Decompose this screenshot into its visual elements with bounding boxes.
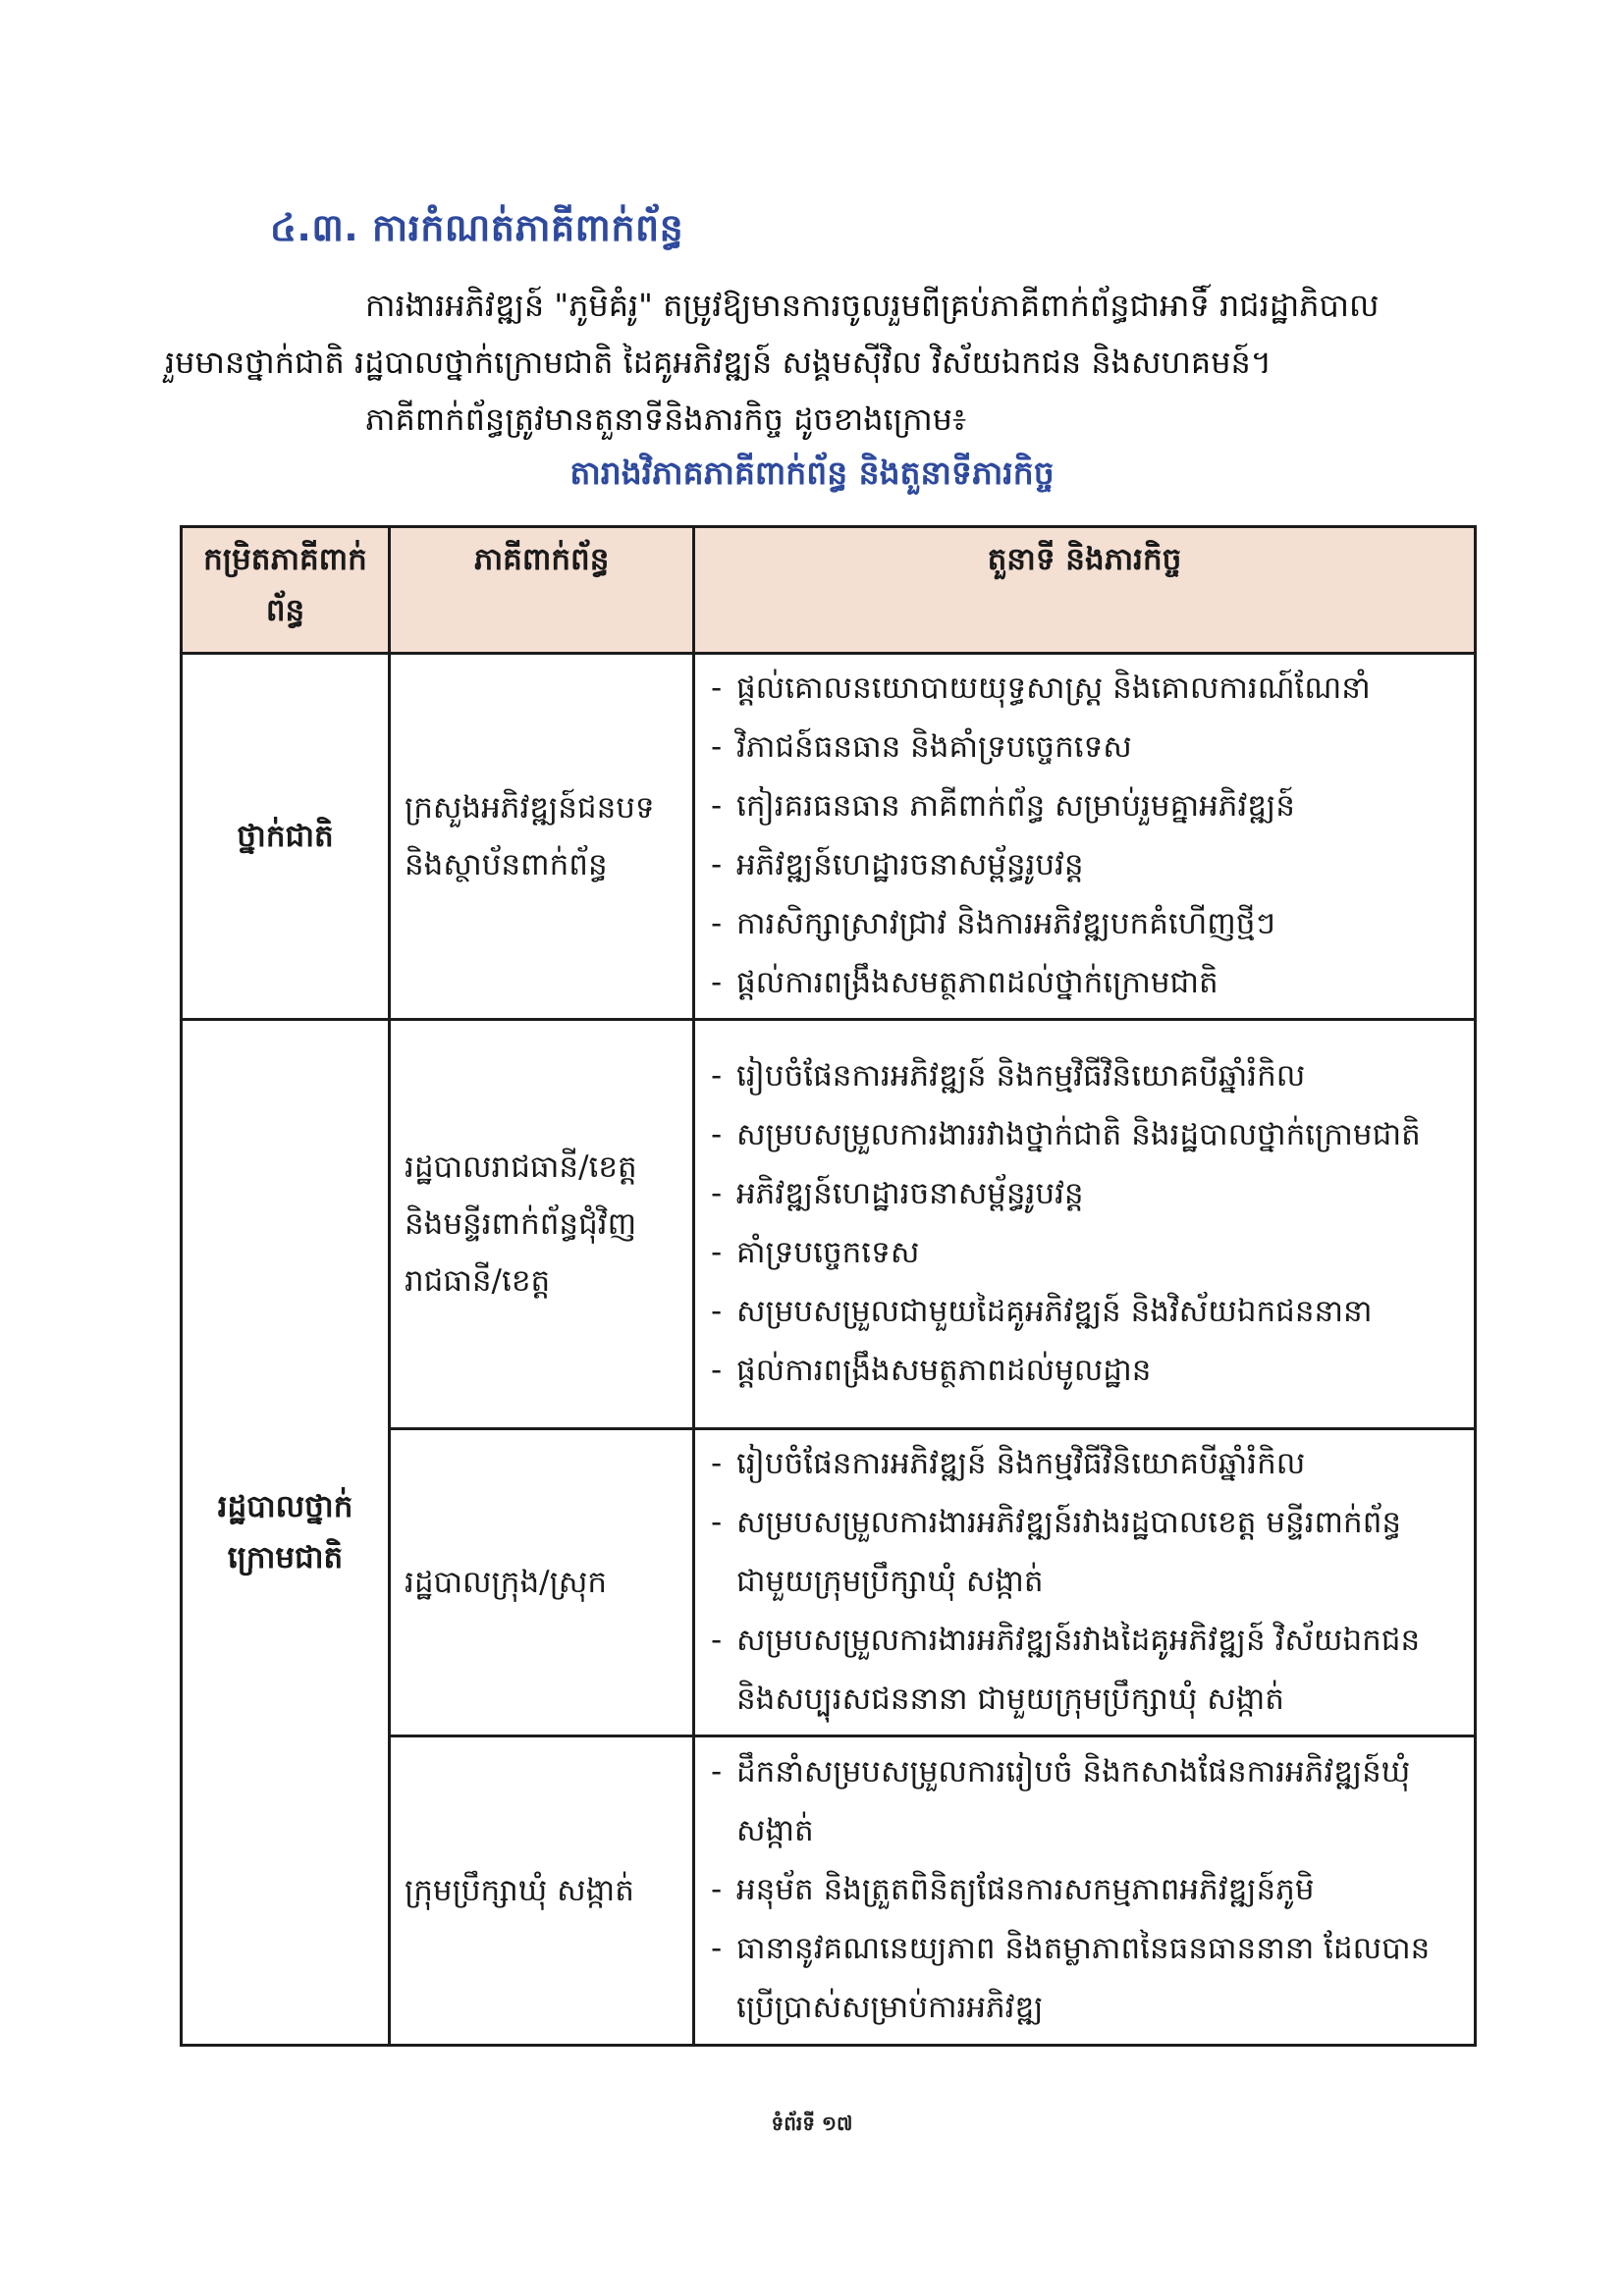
table-row: [182, 654, 1476, 1020]
duty-item: - ផ្តល់គោលនយោបាយយុទ្ធសាស្ត្រ និងគោលការណ៍ណែនាំ: [709, 659, 1460, 718]
duty-item: - ការសិក្សាស្រាវជ្រាវ និងការអភិវឌ្ឍបកគំហើញថ្មីៗ: [709, 894, 1460, 953]
section-heading: ៤.៣. ការកំណត់ភាគីពាក់ព័ន្ធ: [270, 206, 684, 249]
duty-item: - កៀរគរធនធាន ភាគីពាក់ព័ន្ធ សម្រាប់រួមគ្នាអភិវឌ្ឍន៍: [709, 776, 1460, 835]
duty-item: - អភិវឌ្ឍន៍ហេដ្ឋារចនាសម្ព័ន្ធរូបវន្ត: [709, 835, 1460, 894]
duty-list: [709, 1046, 1460, 1400]
intro-paragraph-line-1: ការងារអភិវឌ្ឍន៍ "ភូមិគំរូ" តម្រូវឱ្យមានការចូលរួមពីគ្រប់ភាគីពាក់ព័ន្ធជាអាទិ៍ រាជរដ្ឋាភិបាល: [365, 287, 1380, 324]
duty-list: [709, 659, 1460, 1012]
stakeholder-cell: ក្រុមប្រឹក្សាឃុំ សង្កាត់: [390, 1736, 694, 2046]
duty-item: - វិភាជន៍ធនធាន និងគាំទ្របច្ចេកទេស: [709, 718, 1460, 776]
duty-item: - សម្របសម្រួលការងារអភិវឌ្ឍន៍រវាងដៃគូអភិវឌ្ឍន៍ វិស័យឯកជន និងសប្បុរសជននានា ជាមួយក្រុមប្រឹក្សាឃុំ សង្កាត់: [709, 1611, 1460, 1729]
intro-paragraph-line-2: រួមមានថ្នាក់ជាតិ រដ្ឋបាលថ្នាក់ក្រោមជាតិ ដៃគូអភិវឌ្ឍន៍ សង្គមស៊ីវិល វិស័យឯកជន និងសហគមន៍។: [165, 344, 1272, 381]
duty-list: [709, 1742, 1460, 2037]
duty-item: - សម្របសម្រួលការងារអភិវឌ្ឍន៍រវាងរដ្ឋបាលខេត្ត មន្ទីរពាក់ព័ន្ធជាមួយក្រុមប្រឹក្សាឃុំ សង្កាត់: [709, 1493, 1460, 1611]
level-cell: រដ្ឋបាលថ្នាក់ក្រោមជាតិ: [182, 1020, 390, 2046]
stakeholder-roles-table: [180, 525, 1477, 2047]
table-header-row: [182, 527, 1476, 654]
duties-cell: [694, 654, 1476, 1020]
intro-paragraph-line-3: ភាគីពាក់ព័ន្ធត្រូវមានតួនាទីនិងភារកិច្ច ដូចខាងក្រោម៖: [365, 400, 967, 438]
duty-item: - ធានានូវគណនេយ្យភាព និងតម្លាភាពនៃធនធាននានា ដែលបានប្រើប្រាស់សម្រាប់ការអភិវឌ្ឍ: [709, 1919, 1460, 2037]
level-cell: ថ្នាក់ជាតិ: [182, 654, 390, 1020]
duty-item: - រៀបចំផែនការអភិវឌ្ឍន៍ និងកម្មវិធីវិនិយោគបីឆ្នាំរំកិល: [709, 1434, 1460, 1493]
page-number: ទំព័រទី ១៧: [771, 2111, 853, 2135]
duty-item: - សម្របសម្រួលជាមួយដៃគូអភិវឌ្ឍន៍ និងវិស័យឯកជននានា: [709, 1282, 1460, 1341]
duty-item: - ផ្តល់ការពង្រឹងសមត្ថភាពដល់មូលដ្ឋាន: [709, 1341, 1460, 1400]
duty-item: - សម្របសម្រួលការងាររវាងថ្នាក់ជាតិ និងរដ្ឋបាលថ្នាក់ក្រោមជាតិ: [709, 1105, 1460, 1164]
duties-cell: [694, 1736, 1476, 2046]
stakeholder-cell: រដ្ឋបាលក្រុង/ស្រុក: [390, 1429, 694, 1736]
duty-item: - អនុម័ត និងត្រួតពិនិត្យផែនការសកម្មភាពអភិវឌ្ឍន៍ភូមិ: [709, 1860, 1460, 1919]
duties-cell: [694, 1020, 1476, 1429]
column-header-stakeholder: ភាគីពាក់ព័ន្ធ: [390, 527, 694, 654]
table-row: [182, 1020, 1476, 1429]
duties-cell: [694, 1429, 1476, 1736]
duty-item: - រៀបចំផែនការអភិវឌ្ឍន៍ និងកម្មវិធីវិនិយោគបីឆ្នាំរំកិល: [709, 1046, 1460, 1105]
table-title: តារាងវិភាគភាគីពាក់ព័ន្ធ និងតួនាទីភារកិច្ច: [569, 454, 1055, 492]
stakeholder-cell: ក្រសួងអភិវឌ្ឍន៍ជនបទ និងស្ថាប័នពាក់ព័ន្ធ: [390, 654, 694, 1020]
stakeholder-cell: រដ្ឋបាលរាជធានី/ខេត្ត និងមន្ទីរពាក់ព័ន្ធជុំវិញរាជធានី/ខេត្ត: [390, 1020, 694, 1429]
duty-item: - គាំទ្របច្ចេកទេស: [709, 1223, 1460, 1282]
column-header-roles: តួនាទី និងភារកិច្ច: [694, 527, 1476, 654]
duty-item: - អភិវឌ្ឍន៍ហេដ្ឋារចនាសម្ព័ន្ធរូបវន្ត: [709, 1164, 1460, 1223]
duty-list: [709, 1434, 1460, 1729]
duty-item: - ដឹកនាំសម្របសម្រួលការរៀបចំ និងកសាងផែនការអភិវឌ្ឍន៍ឃុំ សង្កាត់: [709, 1742, 1460, 1860]
duty-item: - ផ្តល់ការពង្រឹងសមត្ថភាពដល់ថ្នាក់ក្រោមជាតិ: [709, 953, 1460, 1012]
column-header-level: កម្រិតភាគីពាក់ព័ន្ធ: [182, 527, 390, 654]
